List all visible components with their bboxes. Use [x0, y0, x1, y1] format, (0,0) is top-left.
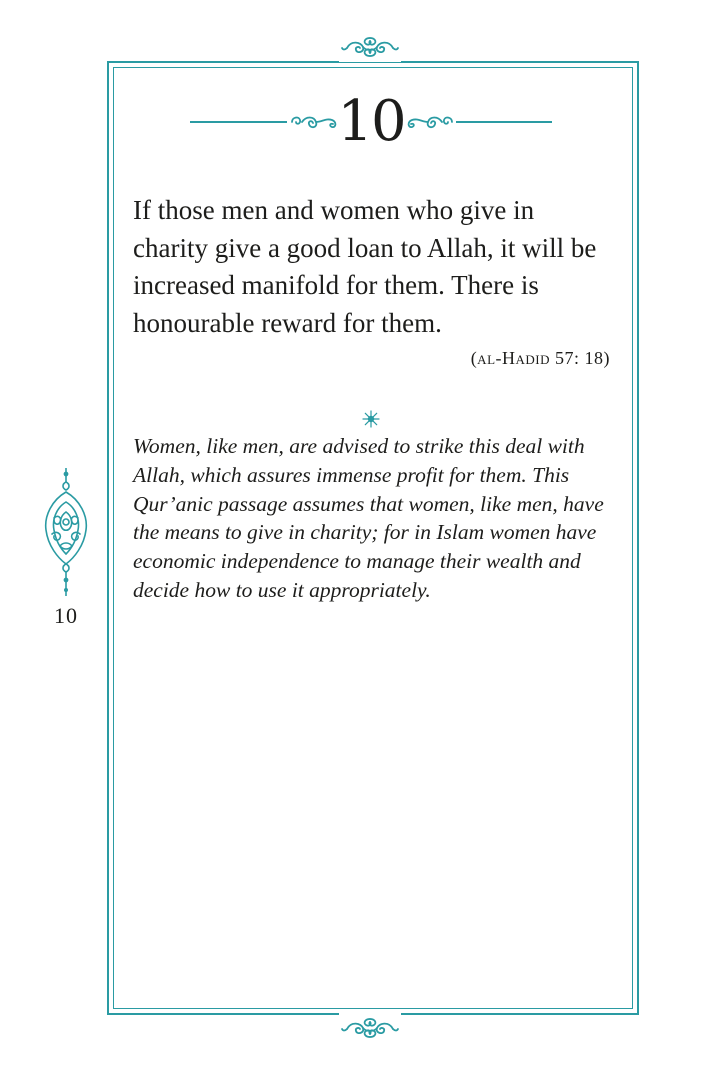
verse-text: If those men and women who give in charity give a good loan to Allah, it will be increased manifold for them. There is honourable reward for them. — [133, 195, 597, 338]
swirl-right-icon — [404, 112, 454, 132]
heading-rule-right — [456, 121, 552, 123]
chapter-number: 10 — [337, 89, 405, 154]
bottom-scroll-ornament-icon — [339, 1013, 401, 1043]
verse-reference: (al-Hadid 57: 18) — [470, 348, 610, 368]
chapter-heading — [190, 88, 552, 158]
floral-pendant-icon — [42, 468, 90, 596]
top-scroll-ornament-icon — [339, 32, 401, 62]
star-divider-icon — [362, 410, 380, 428]
page-number: 10 — [54, 603, 78, 628]
commentary-text: Women, like men, are advised to strike this deal with Allah, which assures immense profit for them. This Qur’anic passage assumes that women, like men, have the means to give in charity; for in Islam women have economic independence to manage their wealth and decide how to use it appropriately. — [133, 434, 604, 602]
